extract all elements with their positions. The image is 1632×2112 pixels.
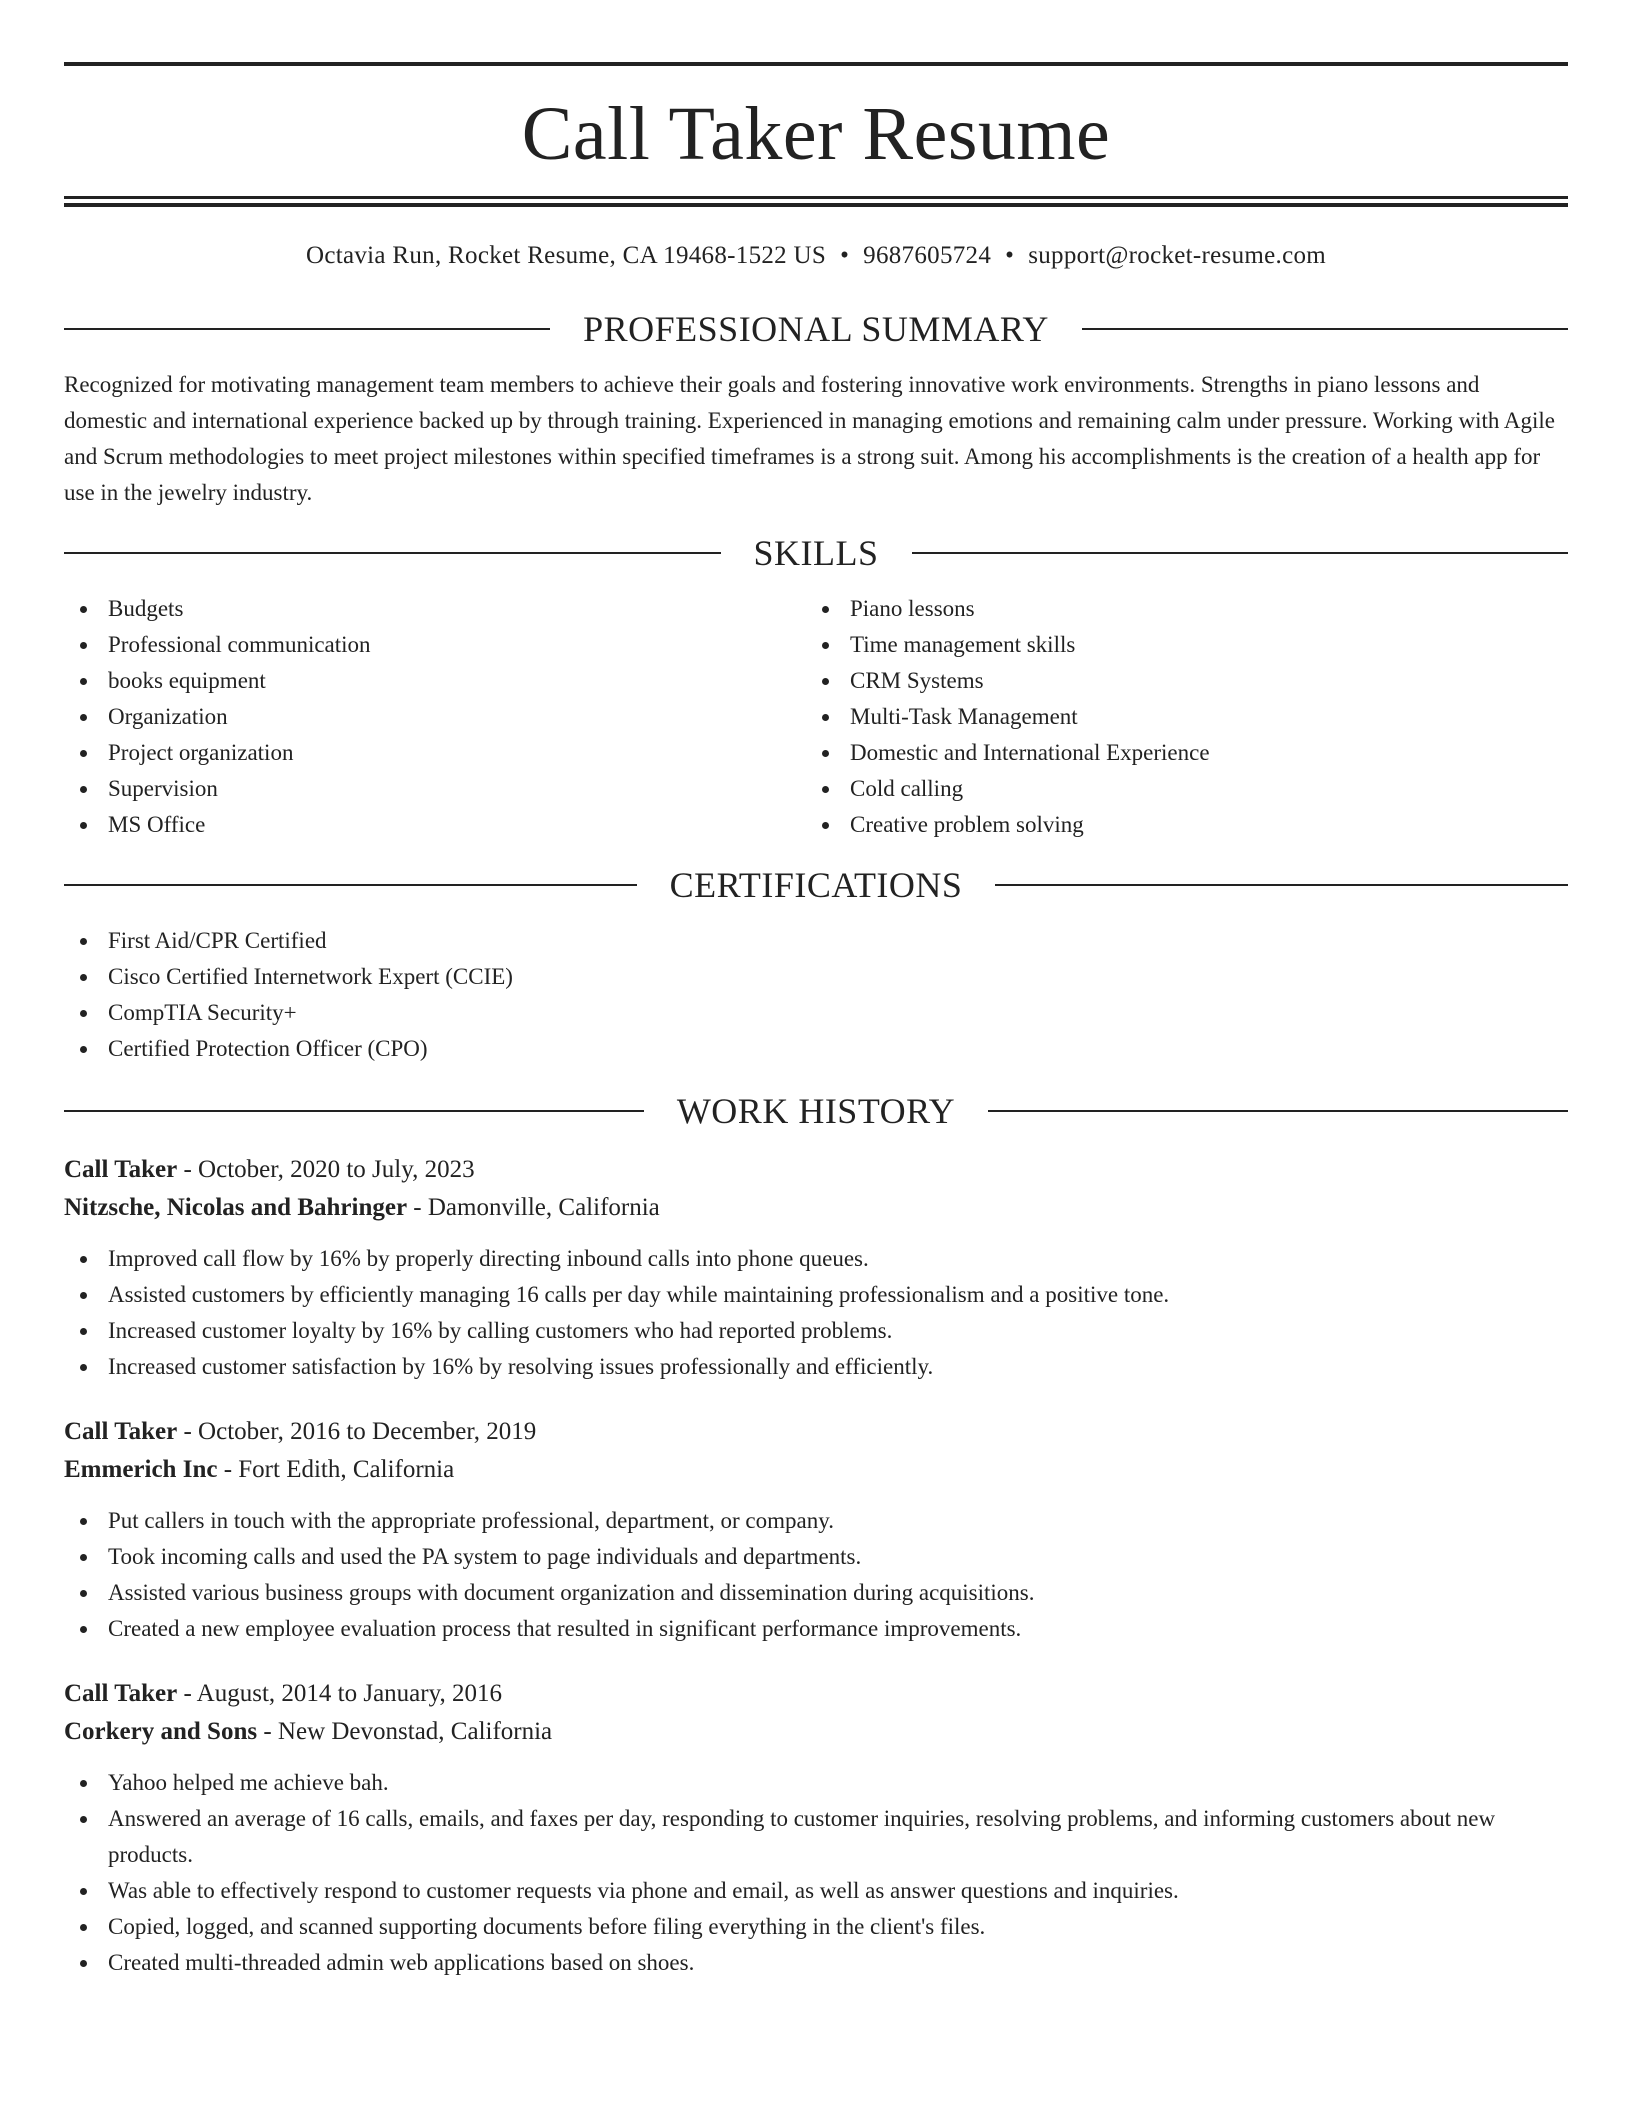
skill-item: MS Office	[64, 807, 806, 843]
contact-line	[64, 241, 1568, 271]
skill-item: Supervision	[64, 771, 806, 807]
job-company-line	[64, 1189, 1568, 1227]
contact-email: support@rocket-resume.com	[1028, 242, 1327, 269]
skills-list-right	[806, 591, 1548, 843]
contact-separator: •	[1005, 242, 1015, 269]
skills-section-header	[64, 531, 1568, 575]
skill-item: Cold calling	[806, 771, 1548, 807]
job-dates: - August, 2014 to January, 2016	[177, 1680, 502, 1707]
job-title-line	[64, 1413, 1568, 1451]
title-divider	[64, 196, 1568, 207]
job-bullet: Increased customer loyalty by 16% by calling customers who had reported problems.	[64, 1313, 1568, 1349]
job-dates: - October, 2020 to July, 2023	[177, 1156, 475, 1183]
job-title: Call Taker	[64, 1418, 178, 1445]
job-dates: - October, 2016 to December, 2019	[177, 1418, 537, 1445]
job-company: Emmerich Inc	[64, 1456, 218, 1483]
skills-list-left	[64, 591, 806, 843]
resume-page	[64, 0, 1568, 2009]
section-rule	[1082, 328, 1568, 330]
job-bullet: Copied, logged, and scanned supporting documents before filing everything in the client's files.	[64, 1909, 1568, 1945]
certification-item: Certified Protection Officer (CPO)	[64, 1031, 1568, 1067]
work-heading: WORK HISTORY	[676, 1091, 956, 1131]
job-company-line	[64, 1713, 1568, 1751]
certifications-heading: CERTIFICATIONS	[669, 865, 963, 905]
skill-item: Multi-Task Management	[806, 699, 1548, 735]
section-rule	[995, 884, 1568, 886]
skill-item: Domestic and International Experience	[806, 735, 1548, 771]
skill-item: books equipment	[64, 663, 806, 699]
summary-section-header	[64, 307, 1568, 351]
skill-item: Budgets	[64, 591, 806, 627]
certification-item: Cisco Certified Internetwork Expert (CCIE)	[64, 959, 1568, 995]
job-bullet: Took incoming calls and used the PA system to page individuals and departments.	[64, 1539, 1568, 1575]
job-bullets	[64, 1765, 1568, 1981]
job-title-line	[64, 1675, 1568, 1713]
certifications-list	[64, 923, 1568, 1067]
work-section-header	[64, 1089, 1568, 1133]
job-title-line	[64, 1151, 1568, 1189]
job-bullet: Was able to effectively respond to customer requests via phone and email, as well as answer questions and inquiries.	[64, 1873, 1568, 1909]
skill-item: Professional communication	[64, 627, 806, 663]
certification-item: First Aid/CPR Certified	[64, 923, 1568, 959]
job-bullets	[64, 1241, 1568, 1385]
skill-item: Piano lessons	[806, 591, 1548, 627]
summary-heading: PROFESSIONAL SUMMARY	[583, 309, 1049, 349]
skill-item: Time management skills	[806, 627, 1548, 663]
job-company-line	[64, 1451, 1568, 1489]
job-bullet: Yahoo helped me achieve bah.	[64, 1765, 1568, 1801]
job-entry	[64, 1413, 1568, 1647]
job-bullet: Improved call flow by 16% by properly directing inbound calls into phone queues.	[64, 1241, 1568, 1277]
job-bullet: Answered an average of 16 calls, emails, and faxes per day, responding to customer inquiries, resolving problems, and informing customers about new products.	[64, 1801, 1568, 1873]
job-title: Call Taker	[64, 1156, 178, 1183]
job-company: Corkery and Sons	[64, 1718, 258, 1745]
section-rule	[912, 552, 1569, 554]
resume-title: Call Taker Resume	[521, 92, 1111, 176]
skills-heading: SKILLS	[753, 533, 879, 573]
skill-item: CRM Systems	[806, 663, 1548, 699]
contact-address: Octavia Run, Rocket Resume, CA 19468-1522 US	[305, 242, 827, 269]
skill-item: Creative problem solving	[806, 807, 1548, 843]
job-bullet: Increased customer satisfaction by 16% by resolving issues professionally and efficiently.	[64, 1349, 1568, 1385]
section-rule	[64, 328, 550, 330]
job-bullet: Assisted various business groups with document organization and dissemination during acquisitions.	[64, 1575, 1568, 1611]
section-rule	[64, 884, 637, 886]
summary-text: Recognized for motivating management team members to achieve their goals and fostering innovative work environments. Strengths in piano lessons and domestic and international experience backed up by through training. Experienced in managing emotions and remaining calm under pressure. Working with Agile and Scrum methodologies to meet project milestones within specified timeframes is a strong suit. Among his accomplishments is the creation of a health app for use in the jewelry industry.	[64, 372, 1556, 505]
job-bullet: Created multi-threaded admin web applications based on shoes.	[64, 1945, 1568, 1981]
job-bullet: Put callers in touch with the appropriate professional, department, or company.	[64, 1503, 1568, 1539]
section-rule	[988, 1110, 1568, 1112]
job-title: Call Taker	[64, 1680, 178, 1707]
skill-item: Organization	[64, 699, 806, 735]
job-location: - New Devonstad, California	[257, 1718, 553, 1745]
contact-phone: 9687605724	[863, 242, 992, 269]
job-company: Nitzsche, Nicolas and Bahringer	[64, 1194, 408, 1221]
contact-separator: •	[840, 242, 850, 269]
job-bullet: Assisted customers by efficiently managing 16 calls per day while maintaining professionalism and a positive tone.	[64, 1277, 1568, 1313]
job-bullets	[64, 1503, 1568, 1647]
title-block	[64, 62, 1568, 196]
job-bullet: Created a new employee evaluation process that resulted in significant performance improvements.	[64, 1611, 1568, 1647]
job-entry	[64, 1675, 1568, 1981]
certifications-section-header	[64, 863, 1568, 907]
job-location: - Fort Edith, California	[217, 1456, 455, 1483]
section-rule	[64, 1110, 644, 1112]
job-entry	[64, 1151, 1568, 1385]
job-location: - Damonville, California	[407, 1194, 660, 1221]
certification-item: CompTIA Security+	[64, 995, 1568, 1031]
skills-grid	[64, 591, 1568, 843]
skill-item: Project organization	[64, 735, 806, 771]
section-rule	[64, 552, 721, 554]
